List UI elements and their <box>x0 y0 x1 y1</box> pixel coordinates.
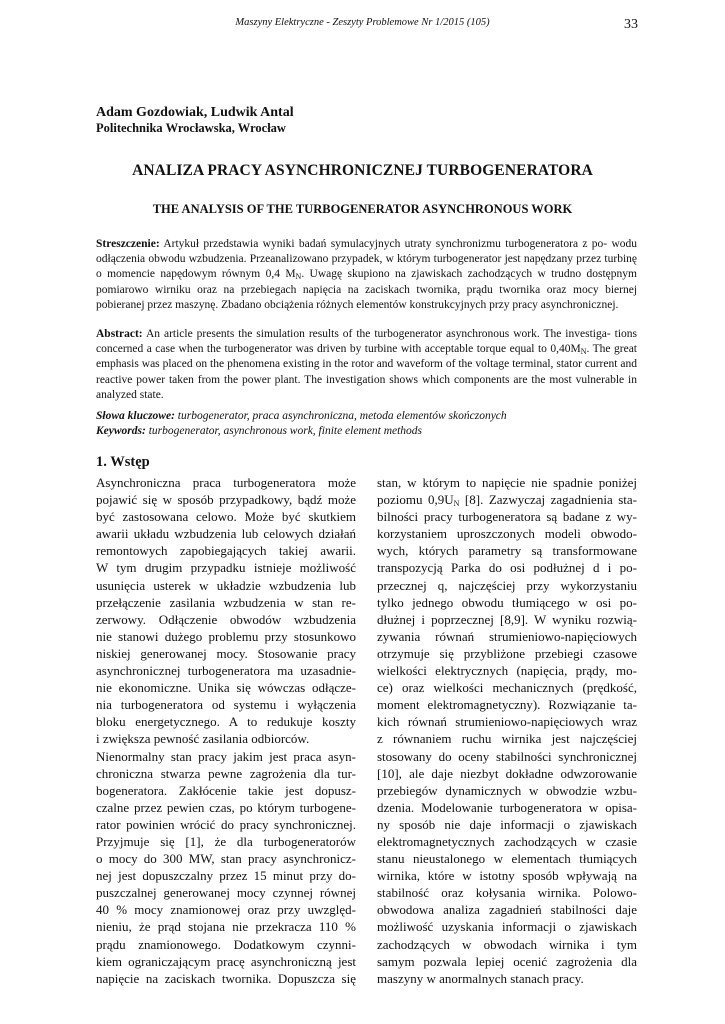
page-number: 33 <box>624 17 638 32</box>
body-line: asynchronicznej turbogeneratora ma uzasadnie- <box>96 663 356 679</box>
body-line: zerwowy. Odłączenie obwodów wzbudzenia <box>96 611 356 627</box>
body-line: Asynchroniczna praca turbogeneratora może <box>96 475 356 490</box>
section-heading: 1. Wstęp <box>96 454 150 470</box>
keywords-pl-text: turbogenerator, praca asynchroniczna, metoda elementów skończonych <box>177 410 507 422</box>
body-line: korzystaniem uproszczonych modeli obwodo- <box>377 526 637 542</box>
body-line: Nienormalny stan pracy jakim jest praca asyn- <box>96 748 356 764</box>
body-line: o mocy do 300 MW, stan pracy asynchronicz- <box>96 851 356 867</box>
body-line: i zwiększa pewność zasilania odbiorców. <box>96 731 310 747</box>
abstract-en-label: Abstract: <box>96 328 143 340</box>
body-right-column <box>377 474 637 987</box>
body-line: stan, w którym to napięcie nie spadnie poniżej <box>377 475 637 490</box>
body-line: być zastosowana celowo. Może być skutkiem <box>96 509 356 525</box>
body-line: elektromagnetycznych zachodzących w czasie <box>377 833 637 849</box>
body-line: nieniu, że prąd stojana nie przekracza 110 % <box>96 919 356 935</box>
body-line: niskiej generowanej mocy. Stosowanie pracy <box>96 645 356 661</box>
body-line: 40 % mocy znamionowej oraz przy uwzględ- <box>96 902 356 918</box>
body-line: przełączenie zasilania wzbudzenia w stan re- <box>96 594 356 610</box>
body-line: bilności pracy turbogeneratora są badane z wy- <box>377 509 637 525</box>
keywords-en <box>96 424 656 439</box>
body-line: nie stanowi dużego problemu przy stosunkowo <box>96 628 356 644</box>
body-line: stosowany do oceny stabilności synchronicznej <box>377 748 637 764</box>
body-line: wirnika, które w istotny sposób wpływają na <box>377 868 637 884</box>
body-line: maszyny w anormalnych stanach pracy. <box>377 970 584 986</box>
body-line: możliwość uzyskania informacji o zjawiskach <box>377 919 637 935</box>
abstract-pl-label: Streszczenie: <box>96 238 160 250</box>
affiliation: Politechnika Wrocławska, Wrocław <box>96 121 286 135</box>
body-line: dzenia. Modelowanie turbogeneratora w opisa- <box>377 799 637 815</box>
body-line: stabilność oraz kołysania wirnika. Polowo- <box>377 885 637 901</box>
body-line: ce) oraz wielkości mechanicznych (prędkość, <box>377 680 637 696</box>
body-left-column <box>96 474 356 987</box>
keywords-pl-label: Słowa kluczowe: <box>96 410 175 422</box>
body-line: usunięcia usterek w układzie wzbudzenia lub <box>96 577 356 593</box>
body-line: stanu nieustalonego w elementach tłumiących <box>377 851 637 867</box>
body-line: samym pozwala lepiej ocenić zagrożenia dla <box>377 953 637 969</box>
body-line: transpozycją Parka do osi podłużnej d i po- <box>377 560 637 576</box>
body-line: awarii układu wzbudzenia lub celowych działań <box>96 526 356 542</box>
body-line: zachodzących w obwodach wirnika i tym <box>377 936 637 952</box>
paper-title-pl: ANALIZA PRACY ASYNCHRONICZNEJ TURBOGENERATORA <box>132 162 593 179</box>
body-line: W tym drugim przypadku istnieje możliwość <box>96 560 356 576</box>
authors: Adam Gozdowiak, Ludwik Antal <box>96 105 294 120</box>
body-line: zywania równań strumieniowo-napięciowych <box>377 628 637 644</box>
body-line: kich równań strumieniowo-napięciowych wraz <box>377 714 637 730</box>
body-line: bogeneratora. Zakłócenie takie jest dopusz- <box>96 782 356 798</box>
body-line: otrzymuje się przybliżone przebiegi czasowe <box>377 645 637 661</box>
body-line: wielkości elektrycznych (napięcia, prądy, mo- <box>377 663 637 679</box>
body-line: ny sposób nie daje informacji o zjawiskach <box>377 816 637 832</box>
body-line: napięcie na zaciskach twornika. Dopuszcza się <box>96 970 356 986</box>
body-line: przebiegów dynamicznych w obwodzie wzbu- <box>377 782 637 798</box>
paper-title-en: THE ANALYSIS OF THE TURBOGENERATOR ASYNCHRONOUS WORK <box>152 202 573 216</box>
body-line: Przyjmuje się [1], że dla turbogeneratorów <box>96 833 356 849</box>
body-line: obwodowa analiza zagadnień stabilności daje <box>377 902 637 918</box>
keywords-pl <box>96 409 656 424</box>
body-line: przecznej q, najczęściej przy wykorzystaniu <box>377 577 637 593</box>
body-line: czalne przez pewien czas, po którym turbogene- <box>96 799 356 815</box>
abstract-pl <box>96 237 637 313</box>
body-line: tylko jednego obwodu tłumiącego w osi po- <box>377 594 637 610</box>
body-line: remontowych zapobiegających takiej awarii. <box>96 543 356 559</box>
body-line: puszczalnej generowanej mocy czynnej równej <box>96 885 356 901</box>
body-line: rator powinien wrócić do pracy synchronicznej. <box>96 816 356 832</box>
body-line: wych, których parametry są transformowane <box>377 543 637 559</box>
body-line: bloku energetycznego. A to redukuje koszty <box>96 714 356 730</box>
body-line: kiem ograniczającym pracę asynchroniczną jest <box>96 953 356 969</box>
body-line: [10], ale daje niezbyt dokładne odwzorowanie <box>377 765 637 781</box>
body-line: moment elektromagnetyczny). Rozwiązanie ta- <box>377 697 637 713</box>
body-line: nej jest dopuszczalny przez 15 minut przy do- <box>96 868 356 884</box>
abstract-en <box>96 327 637 403</box>
abstract-en-text: An article presents the simulation results of the turbogenerator asynchronous work. The investiga- tions concerned a case when the turbogenerator was driven by turbine with acceptable torque equal to $0,40M_N$. The great emphasis was placed on the phenomena existing in the rotor and waveform of the voltage terminal, stator current and reactive power taken from the power plant. The investigation shows which components are the most vulnerable in analyzed state. <box>96 328 638 401</box>
body-line: chroniczna stwarza pewne zagrożenia dla tur- <box>96 765 356 781</box>
body-line: pojawić się w sposób przypadkowy, bądź może <box>96 492 356 508</box>
running-header: Maszyny Elektryczne - Zeszyty Problemowe Nr 1/2015 (105) <box>235 17 490 28</box>
abstract-pl-text: Artykuł przedstawia wyniki badań symulacyjnych utraty synchronizmu turbogeneratora z po- wodu odłączenia obwodu wzbudzenia. Przeanalizowano przypadek, w którym turbogenerator jest napędzany przez turbinę o momencie napędowym równym 0,4 $M_N$. Uwagę skupiono na zjawiskach zachodzących w trudno dostępnym pomiarowo wirniku oraz na przebiegach napięcia na zaciskach twornika, prądu twornika oraz mocy biernej pobieranej przez maszynę. Zbadano obciążenia różnych elementów konstrukcyjnych przy pracy asynchronicznej. <box>96 238 638 311</box>
body-line: prądu znamionowego. Dodatkowym czynni- <box>96 936 356 952</box>
body-line: dłużnej i poprzecznej [8,9]. W wyniku rozwią- <box>377 611 637 627</box>
keywords-en-text: turbogenerator, asynchronous work, finite element methods <box>148 425 423 437</box>
body-line: z równaniem ruchu wirnika jest najczęściej <box>377 731 637 747</box>
body-line: poziomu $0,9U_N$ [8]. Zazwyczaj zagadnienia sta- <box>377 492 637 509</box>
body-line: nie ekonomiczne. Unika się wówczas odłącze- <box>96 680 356 696</box>
keywords-en-label: Keywords: <box>96 425 146 437</box>
body-line: nia turbogeneratora od systemu i wyłączenia <box>96 697 356 713</box>
